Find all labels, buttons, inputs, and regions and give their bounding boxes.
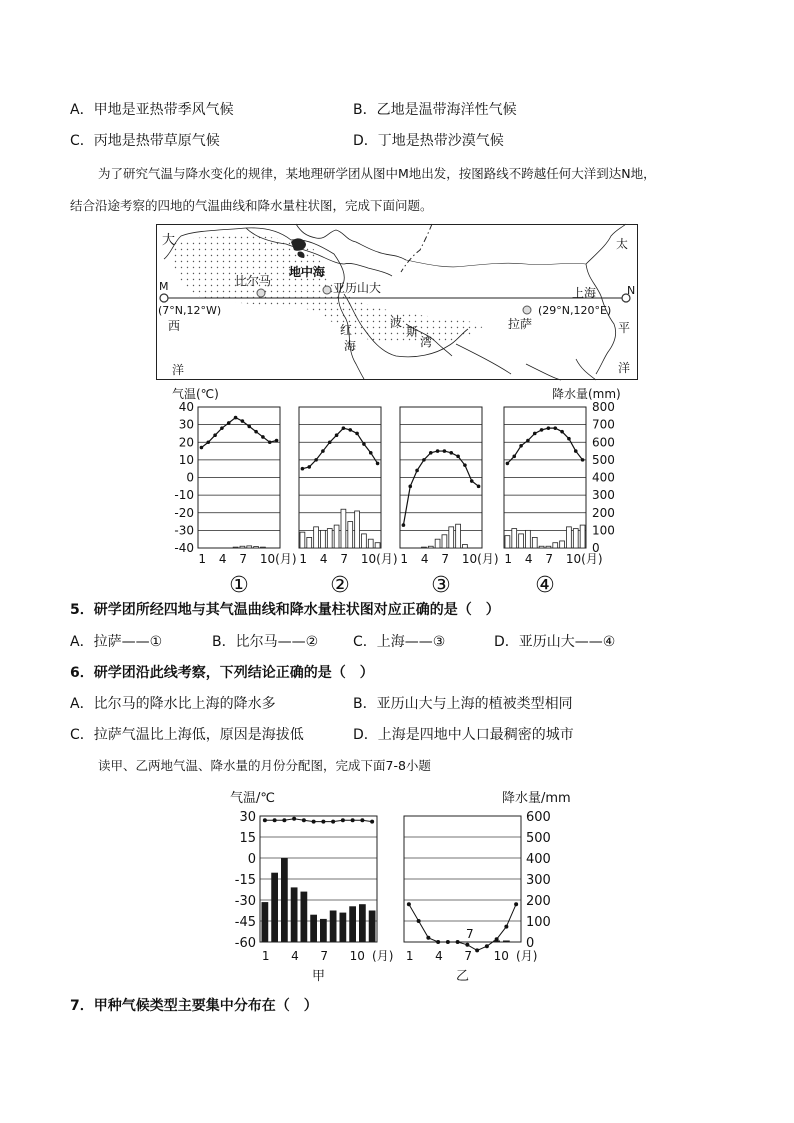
month-tick: (月) [516, 949, 538, 963]
month-tick: 10(月) [360, 552, 398, 566]
label-lasa: 拉萨 [508, 317, 533, 331]
month-tick: 10(月) [565, 552, 603, 566]
precip-bar [254, 547, 259, 548]
prev-option-a: A．甲地是亚热带季风气候 [70, 102, 234, 118]
precip-bar [532, 537, 537, 548]
q6-option-d: D．上海是四地中人口最稠密的城市 [353, 727, 574, 743]
temp-point [477, 485, 481, 489]
temp-point [261, 435, 265, 439]
month-tick: 1 [405, 949, 414, 963]
temp-tick: -20 [174, 505, 194, 520]
q5-stem: 5．研学团所经四地与其气温曲线和降水量柱状图对应正确的是（ ） [70, 602, 500, 618]
temp-point [465, 943, 469, 947]
precip-bar [341, 509, 346, 548]
temp-point [328, 440, 332, 444]
precip-bar [271, 873, 278, 942]
month-tick: 10(月) [259, 552, 297, 566]
temp-line [201, 418, 276, 448]
temp-point [514, 902, 518, 906]
precip-bar [375, 543, 380, 548]
month-tick: 7 [239, 552, 248, 566]
temp-point [312, 820, 316, 824]
precip-bar [281, 858, 288, 942]
label-n-coord: (29°N,120°E) [538, 304, 612, 317]
q5-option-d: D．亚历山大——④ [494, 634, 616, 650]
intro-line-1: 为了研究气温与降水变化的规律，某地理研学团从图中M地出发，按图路线不跨越任何大洋到达N地， [98, 166, 656, 181]
precip-axis-title: 降水量/mm [502, 791, 571, 806]
label-n: N [627, 284, 636, 297]
chart-number-label: ③ [431, 573, 451, 598]
label-dizhonghai: 地中海 [289, 265, 326, 279]
temp-point [506, 462, 510, 466]
precip-bar [233, 547, 238, 548]
temp-line [265, 819, 372, 822]
climate-chart-yi [404, 816, 537, 984]
temp-point [376, 462, 380, 466]
temp-point [407, 902, 411, 906]
precip-bar [519, 534, 524, 548]
temp-point [268, 440, 272, 444]
chart-number-label: ① [229, 573, 249, 598]
temp-point [408, 485, 412, 489]
precip-bar [539, 546, 544, 548]
label-m-coord: (7°N,12°W) [158, 304, 222, 317]
temp-point [227, 421, 231, 425]
label-yang-left: 洋 [172, 363, 185, 377]
month-tick: 7 [464, 949, 473, 963]
temp-point [436, 940, 440, 944]
precip-bar [362, 534, 367, 548]
temp-tick: 20 [178, 435, 194, 450]
precip-bar [546, 546, 551, 548]
intro-line-2: 结合沿途考察的四地的气温曲线和降水量柱状图，完成下面问题。 [70, 198, 433, 213]
temp-line [302, 428, 377, 469]
precip-tick: 600 [592, 435, 615, 450]
temp-axis-title: 气温/℃ [230, 791, 275, 806]
precip-bar [334, 525, 339, 548]
q5-option-c: C．上海——③ [353, 634, 446, 650]
precip-bar [456, 524, 461, 548]
month-tick: 1 [261, 949, 270, 963]
precip-bar [512, 529, 517, 548]
temp-tick: 10 [178, 452, 194, 467]
temp-point [426, 936, 430, 940]
precip-bar [573, 529, 578, 548]
precip-tick: 200 [526, 894, 551, 909]
precip-bar [442, 535, 447, 548]
precip-tick: 100 [592, 523, 615, 538]
precip-bar [428, 546, 433, 548]
label-m: M [159, 280, 169, 293]
label-xi: 西 [168, 319, 181, 333]
precip-bar [301, 892, 308, 942]
month-tick: 10(月) [461, 552, 499, 566]
precip-bar [240, 546, 245, 548]
precip-tick: 400 [526, 852, 551, 867]
temp-point [415, 469, 419, 473]
temp-point [355, 432, 359, 436]
climate-chart-3 [400, 407, 499, 598]
precip-bar [327, 529, 332, 548]
temp-point [301, 467, 305, 471]
precip-bar [261, 547, 266, 548]
temp-tick: -15 [234, 873, 256, 888]
temp-point [574, 449, 578, 453]
mid-label-7: 7 [466, 927, 474, 941]
precip-axis-title: 降水量(mm) [552, 387, 621, 401]
temp-tick: -10 [174, 488, 194, 503]
precip-bar [321, 530, 326, 548]
temp-point [512, 455, 516, 459]
temp-point [581, 458, 585, 462]
temp-point [282, 818, 286, 822]
precip-tick: 500 [592, 452, 615, 467]
temp-point [234, 416, 238, 420]
precip-tick: 800 [592, 400, 615, 414]
prev-option-b: B．乙地是温带海洋性气候 [353, 102, 517, 118]
temp-point [463, 463, 467, 467]
precip-bar [340, 913, 347, 942]
temp-point [504, 925, 508, 929]
climate-chart-4 [504, 407, 603, 598]
month-tick: 4 [435, 949, 443, 963]
temp-point [362, 442, 366, 446]
q5-option-b: B．比尔马——② [212, 634, 319, 650]
temp-point [275, 439, 279, 443]
precip-bar [526, 530, 531, 548]
temp-point [429, 451, 433, 455]
q7-stem: 7．甲种气候类型主要集中分布在（ ） [70, 998, 318, 1014]
precip-bar [314, 527, 319, 548]
climate-chart-jia [260, 816, 393, 984]
precip-bar [580, 525, 585, 548]
chart-number-label: ② [330, 573, 350, 598]
precip-tick: 600 [526, 810, 551, 825]
temp-point [341, 818, 345, 822]
month-tick: 4 [319, 552, 328, 566]
precip-bar [359, 904, 366, 942]
climate-chart-1 [198, 407, 297, 598]
temp-tick: -30 [234, 894, 256, 909]
temp-point [547, 426, 551, 430]
month-tick: 4 [524, 552, 533, 566]
month-tick: 1 [198, 552, 207, 566]
precip-bar [449, 527, 454, 548]
label-tai-left: 大 [162, 233, 176, 248]
temp-point [533, 432, 537, 436]
temp-point [241, 419, 245, 423]
temp-point [443, 449, 447, 453]
temp-point [485, 944, 489, 948]
temp-tick: 15 [239, 831, 256, 846]
temp-point [321, 820, 325, 824]
precip-bar [291, 887, 298, 942]
precip-tick: 0 [592, 541, 600, 555]
precip-bar [349, 906, 356, 942]
temp-point [307, 465, 311, 469]
temp-point [247, 425, 251, 429]
temp-point [342, 426, 346, 430]
precip-bar [330, 911, 337, 943]
precip-bar [369, 911, 376, 943]
precip-bar [348, 522, 353, 548]
precip-bar [247, 546, 252, 548]
climate-charts-jia-yi [222, 786, 587, 986]
precip-tick: 500 [526, 831, 551, 846]
precip-bar [560, 541, 565, 548]
q5-option-a: A．拉萨——① [70, 634, 163, 650]
temp-point [370, 820, 374, 824]
precip-tick: 100 [526, 915, 551, 930]
temp-point [446, 940, 450, 944]
temp-point [321, 449, 325, 453]
temp-point [519, 444, 523, 448]
route-map [156, 224, 638, 380]
precip-bar [307, 537, 312, 548]
temp-point [436, 449, 440, 453]
temp-tick: -60 [234, 936, 256, 951]
prev-option-c: C．丙地是热带草原气候 [70, 133, 220, 149]
month-tick: 7 [320, 949, 329, 963]
prev-option-d: D．丁地是热带沙漠气候 [353, 133, 504, 149]
label-tai-right: 太 [616, 237, 629, 251]
temp-point [470, 479, 474, 483]
temp-point [369, 451, 373, 455]
precip-tick: 300 [592, 488, 615, 503]
label-hong: 红 [340, 323, 353, 337]
precip-tick: 700 [592, 417, 615, 432]
month-tick: 4 [291, 949, 299, 963]
climate-chart-2 [299, 407, 398, 598]
precip-tick: 200 [592, 505, 615, 520]
chart-name-yi: 乙 [455, 969, 470, 984]
intro-2: 读甲、乙两地气温、降水量的月份分配图，完成下面7-8小题 [98, 758, 431, 773]
temp-point [560, 430, 564, 434]
chart-number-label: ④ [535, 573, 555, 598]
temp-tick: 0 [186, 470, 194, 485]
temp-point [360, 818, 364, 822]
temp-tick: 30 [239, 810, 256, 825]
point-lasa [523, 306, 531, 314]
month-tick: 1 [504, 552, 513, 566]
precip-bar [567, 527, 572, 548]
temp-tick: -40 [174, 541, 194, 555]
month-tick: 1 [400, 552, 409, 566]
precip-tick: 300 [526, 873, 551, 888]
month-tick: 1 [299, 552, 308, 566]
temp-point [213, 433, 217, 437]
label-yang-right: 洋 [618, 361, 631, 375]
temp-tick: -30 [174, 523, 194, 538]
label-hai: 海 [344, 339, 357, 353]
precip-bar [320, 919, 327, 942]
point-m [160, 294, 168, 302]
temp-point [456, 455, 460, 459]
temp-point [567, 437, 571, 441]
temp-point [348, 428, 352, 432]
label-bo: 波 [390, 315, 403, 329]
point-bierma [257, 289, 265, 297]
precip-bar [262, 902, 269, 942]
precip-bar [300, 532, 305, 548]
precip-bar [422, 547, 427, 548]
temp-point [206, 440, 210, 444]
precip-tick: 400 [592, 470, 615, 485]
q6-option-c: C．拉萨气温比上海低，原因是海拔低 [70, 727, 304, 743]
temp-axis-title: 气温(℃) [172, 387, 219, 401]
temp-tick: 0 [247, 852, 256, 867]
precip-bar [503, 941, 510, 943]
label-shanghai: 上海 [572, 286, 597, 300]
temp-point [273, 818, 277, 822]
label-yalishanda: 亚历山大 [333, 281, 382, 295]
temp-point [475, 948, 479, 952]
label-si: 斯 [406, 325, 419, 339]
temp-point [449, 451, 453, 455]
temp-point [553, 426, 557, 430]
q6-option-b: B．亚历山大与上海的植被类型相同 [353, 696, 573, 712]
temp-point [220, 426, 224, 430]
temp-line [403, 451, 478, 525]
precip-bar [553, 543, 558, 548]
temp-point [335, 433, 339, 437]
q6-option-a: A．比尔马的降水比上海的降水多 [70, 696, 276, 712]
precip-bar [355, 511, 360, 548]
temp-point [456, 940, 460, 944]
temp-point [254, 430, 258, 434]
month-tick: (月) [372, 949, 394, 963]
temp-point [422, 458, 426, 462]
month-tick: 7 [545, 552, 554, 566]
temp-point [495, 937, 499, 941]
label-ping: 平 [618, 321, 631, 335]
month-tick: 4 [218, 552, 227, 566]
precip-bar [310, 915, 317, 942]
temp-point [402, 523, 406, 527]
temp-line [409, 904, 516, 950]
month-tick: 10 [493, 949, 509, 963]
temp-point [331, 820, 335, 824]
temp-point [200, 446, 204, 450]
temp-point [526, 439, 530, 443]
precip-bar [435, 539, 440, 548]
label-bierma: 比尔马 [235, 274, 272, 288]
point-yalishanda [323, 286, 331, 294]
month-tick: 4 [420, 552, 429, 566]
temp-point [263, 818, 267, 822]
precip-bar [368, 539, 373, 548]
month-tick: 7 [441, 552, 450, 566]
temp-point [540, 428, 544, 432]
temp-point [351, 818, 355, 822]
chart-name-jia: 甲 [311, 969, 326, 984]
month-tick: 7 [340, 552, 349, 566]
precip-tick: 0 [526, 936, 535, 951]
temp-line [507, 428, 582, 463]
temp-point [314, 458, 318, 462]
precip-bar [505, 536, 510, 548]
temp-point [302, 818, 306, 822]
month-tick: 10 [349, 949, 365, 963]
precip-bar [463, 544, 468, 548]
temp-point [417, 919, 421, 923]
temp-tick: -45 [234, 915, 256, 930]
label-wan: 湾 [420, 335, 433, 349]
q6-stem: 6．研学团沿此线考察，下列结论正确的是（ ） [70, 665, 374, 681]
temp-point [292, 817, 296, 821]
climate-charts-1-4 [150, 382, 640, 600]
temp-tick: 40 [178, 400, 194, 414]
temp-tick: 30 [178, 417, 194, 432]
